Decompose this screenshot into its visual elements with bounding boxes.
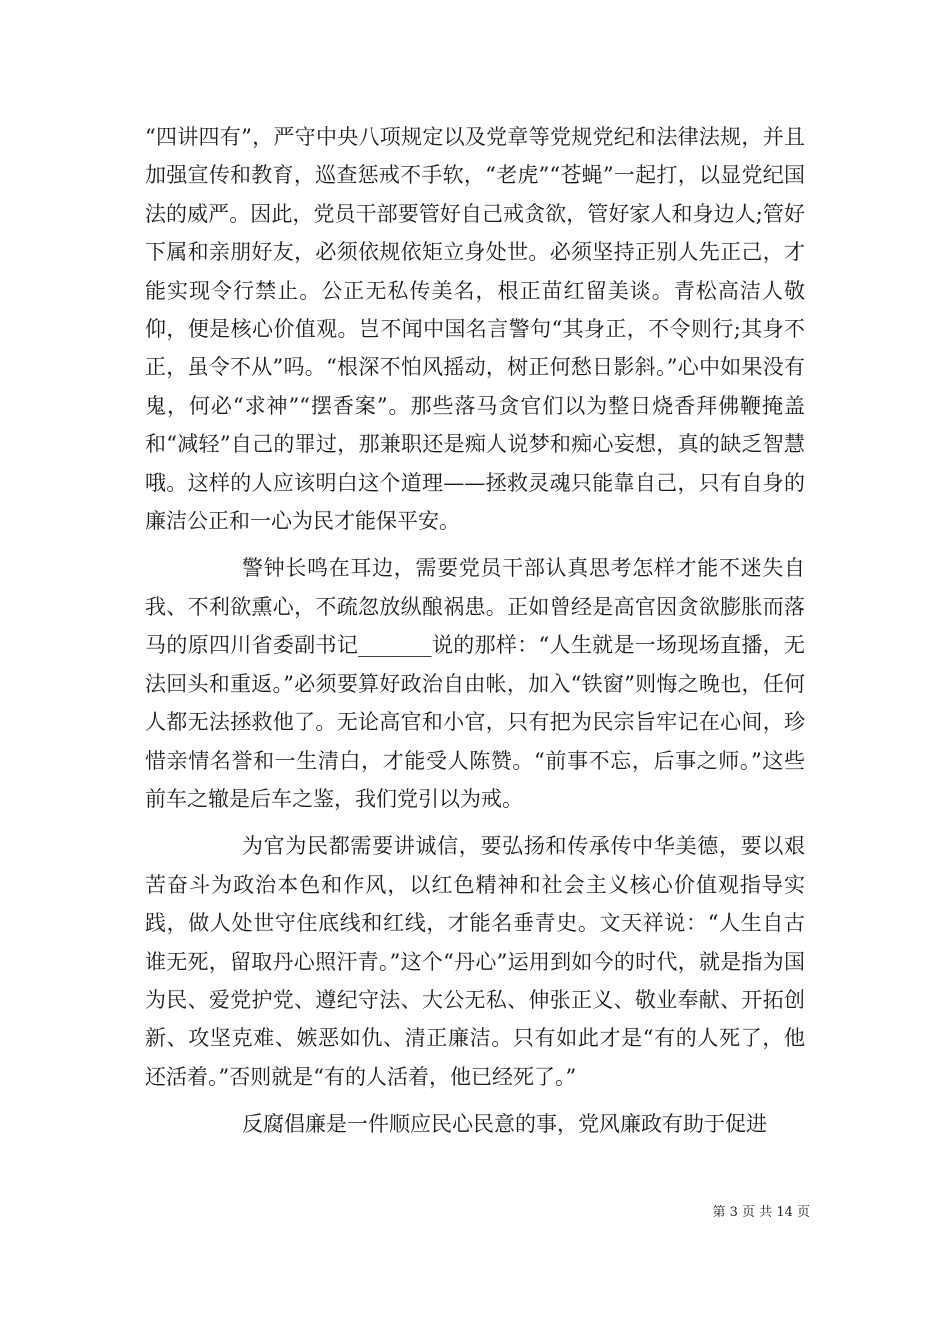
paragraph-2: 警钟长鸣在耳边，需要党员干部认真思考怎样才能不迷失自我、不利欲熏心，不疏忽放纵酿祸患。正如曾经是高官因贪欲膨胀而落马的原四川省委副书记_______说的那样：“人生就是一场现场直播，无法回头和重返。”必须要算好政治自由帐，加入“铁窗”则悔之晚也，任何人都无法拯救他了。无论高官和小官，只有把为民宗旨牢记在心间，珍惜亲情名誉和一生清白，才能受人陈赞。“前事不忘，后事之师。”这些前车之辙是后车之鉴，我们党引以为戒。: [145, 556, 805, 811]
paragraph-4: 反腐倡廉是一件顺应民心民意的事，党风廉政有助于促进: [242, 1112, 767, 1137]
paragraph-1: “四讲四有”，严守中央八项规定以及党章等党规党纪和法律法规，并且加强宣传和教育，巡查惩戒不手软，“老虎”“苍蝇”一起打，以显党纪国法的威严。因此，党员干部要管好自己戒贪欲，管好家人和身边人;管好下属和亲朋好友，必须依规依矩立身处世。必须坚持正别人先正己，才能实现令行禁止。公正无私传美名，根正苗红留美谈。青松高洁人敬仰，便是核心价值观。岂不闻中国名言警句“其身正，不令则行;其身不正，虽令不从”吗。“根深不怕风摇动，树正何愁日影斜。”心中如果没有鬼，何必“求神”“摆香案”。那些落马贪官们以为整日烧香拜佛鞭掩盖和“减轻”自己的罪过，那兼职还是痴人说梦和痴心妄想，真的缺乏智慧哦。这样的人应该明白这个道理——拯救灵魂只能靠自己，只有自身的廉洁公正和一心为民才能保平安。: [145, 125, 805, 534]
page-number-footer: 第 3 页 共 14 页: [712, 1205, 810, 1220]
document-body: [145, 118, 805, 1144]
paragraph-3: 为官为民都需要讲诚信，要弘扬和传承传中华美德，要以艰苦奋斗为政治本色和作风，以红色精神和社会主义核心价值观指导实践，做人处世守住底线和红线，才能名垂青史。文天祥说：“人生自古谁无死，留取丹心照汗青。”这个“丹心”运用到如今的时代，就是指为国为民、爱党护党、遵纪守法、大公无私、伸张正义、敬业奉献、开拓创新、攻坚克难、嫉恶如仇、清正廉洁。只有如此才是“有的人死了，他还活着。”否则就是“有的人活着，他已经死了。”: [145, 834, 805, 1089]
